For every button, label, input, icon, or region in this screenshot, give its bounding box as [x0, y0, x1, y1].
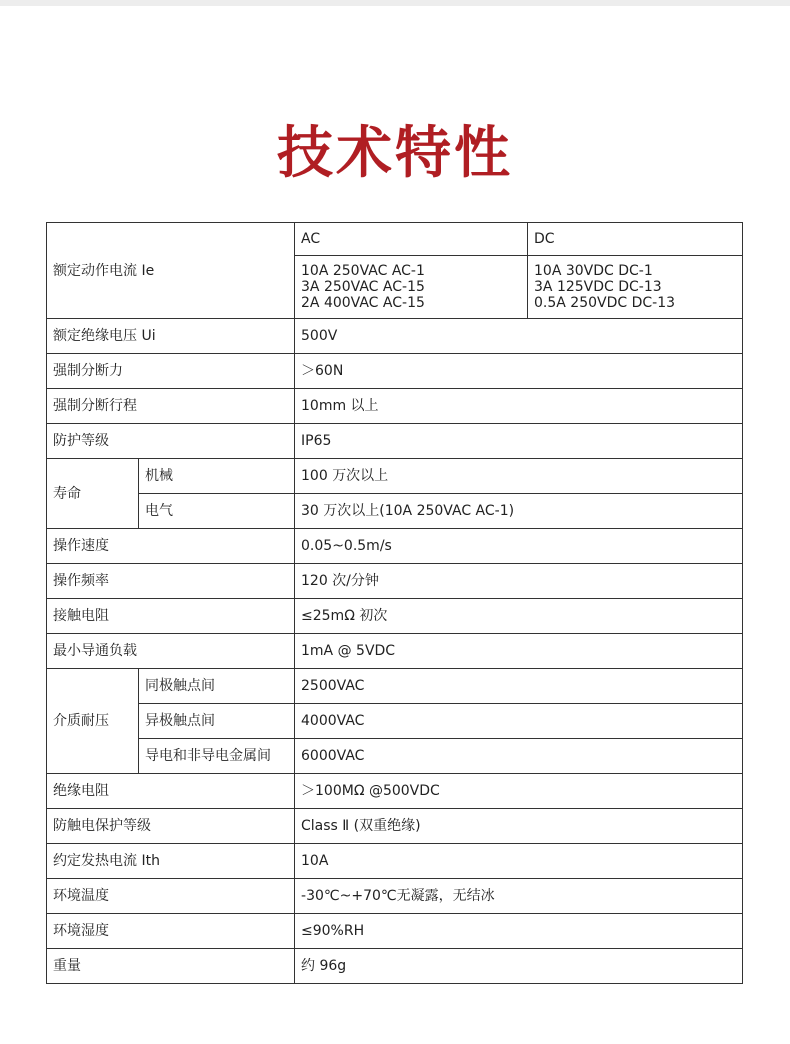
- forced-break-travel-label: 强制分断行程: [47, 389, 295, 424]
- weight-label: 重量: [47, 949, 295, 984]
- to-metal-value: 6000VAC: [295, 739, 743, 774]
- dc-header: DC: [528, 223, 743, 256]
- life-label: 寿命: [47, 459, 139, 529]
- table-row: [47, 914, 743, 949]
- same-pole-value: 2500VAC: [295, 669, 743, 704]
- dc-rating-line: 0.5A 250VDC DC-13: [534, 295, 676, 311]
- min-load-label: 最小导通负载: [47, 634, 295, 669]
- ac-rating-line: 10A 250VAC AC-1: [301, 263, 425, 279]
- table-row: [47, 529, 743, 564]
- ambient-temperature-value: -30℃~+70℃无凝露，无结冰: [295, 879, 743, 914]
- insulation-resistance-value: ＞100MΩ @500VDC: [295, 774, 743, 809]
- electrical-life-value: 30 万次以上(10A 250VAC AC-1): [295, 494, 743, 529]
- operating-speed-label: 操作速度: [47, 529, 295, 564]
- contact-resistance-label: 接触电阻: [47, 599, 295, 634]
- table-row: [47, 634, 743, 669]
- shock-protection-label: 防触电保护等级: [47, 809, 295, 844]
- mechanical-life-label: 机械: [139, 459, 295, 494]
- rated-current-label: 额定动作电流 Ie: [47, 223, 295, 319]
- mechanical-life-value: 100 万次以上: [295, 459, 743, 494]
- table-row: [47, 494, 743, 529]
- table-row: [47, 739, 743, 774]
- page-title: 技术特性: [277, 120, 513, 186]
- table-row: [47, 354, 743, 389]
- ambient-humidity-label: 环境湿度: [47, 914, 295, 949]
- dc-ratings: [528, 256, 743, 319]
- spec-table: [46, 222, 743, 984]
- forced-break-travel-value: 10mm 以上: [295, 389, 743, 424]
- table-row: [47, 599, 743, 634]
- top-divider-strip: [0, 0, 790, 6]
- weight-value: 约 96g: [295, 949, 743, 984]
- table-row: [47, 669, 743, 704]
- contact-resistance-value: ≤25mΩ 初次: [295, 599, 743, 634]
- protection-class-value: IP65: [295, 424, 743, 459]
- dielectric-label: 介质耐压: [47, 669, 139, 774]
- same-pole-label: 同极触点间: [139, 669, 295, 704]
- diff-pole-label: 异极触点间: [139, 704, 295, 739]
- ac-ratings: [295, 256, 528, 319]
- ambient-humidity-value: ≤90%RH: [295, 914, 743, 949]
- table-row: [47, 389, 743, 424]
- thermal-current-label: 约定发热电流 Ith: [47, 844, 295, 879]
- ac-header: AC: [295, 223, 528, 256]
- table-row: [47, 223, 743, 256]
- dc-rating-line: 3A 125VDC DC-13: [534, 279, 662, 295]
- insulation-voltage-value: 500V: [295, 319, 743, 354]
- electrical-life-label: 电气: [139, 494, 295, 529]
- forced-break-force-value: ＞60N: [295, 354, 743, 389]
- table-row: [47, 704, 743, 739]
- insulation-voltage-label: 额定绝缘电压 Ui: [47, 319, 295, 354]
- ambient-temperature-label: 环境温度: [47, 879, 295, 914]
- table-row: [47, 949, 743, 984]
- shock-protection-value: Class Ⅱ (双重绝缘): [295, 809, 743, 844]
- protection-class-label: 防护等级: [47, 424, 295, 459]
- to-metal-label: 导电和非导电金属间: [139, 739, 295, 774]
- table-row: [47, 844, 743, 879]
- table-row: [47, 774, 743, 809]
- forced-break-force-label: 强制分断力: [47, 354, 295, 389]
- ac-rating-line: 3A 250VAC AC-15: [301, 279, 425, 295]
- table-row: [47, 879, 743, 914]
- operating-frequency-value: 120 次/分钟: [295, 564, 743, 599]
- dc-rating-line: 10A 30VDC DC-1: [534, 263, 653, 279]
- table-row: [47, 424, 743, 459]
- diff-pole-value: 4000VAC: [295, 704, 743, 739]
- thermal-current-value: 10A: [295, 844, 743, 879]
- operating-speed-value: 0.05~0.5m/s: [295, 529, 743, 564]
- table-row: [47, 319, 743, 354]
- table-row: [47, 809, 743, 844]
- table-row: [47, 459, 743, 494]
- ac-rating-line: 2A 400VAC AC-15: [301, 295, 425, 311]
- min-load-value: 1mA @ 5VDC: [295, 634, 743, 669]
- table-row: [47, 564, 743, 599]
- insulation-resistance-label: 绝缘电阻: [47, 774, 295, 809]
- operating-frequency-label: 操作频率: [47, 564, 295, 599]
